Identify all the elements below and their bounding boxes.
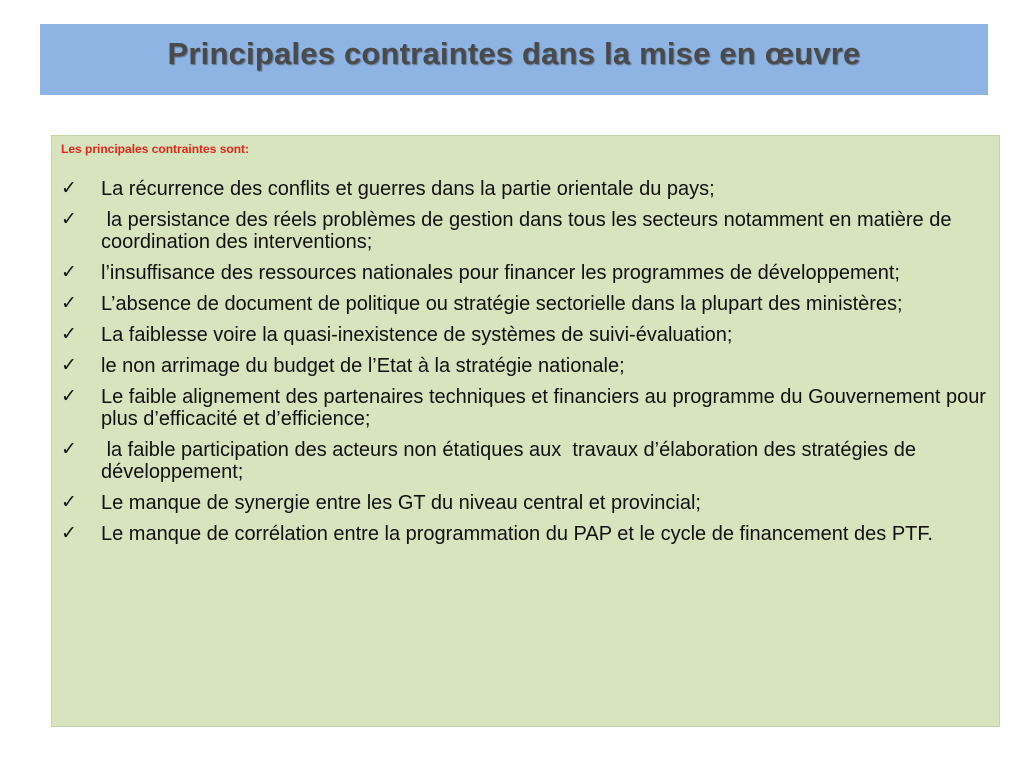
list-item xyxy=(61,209,991,253)
list-item xyxy=(61,293,991,315)
list-item xyxy=(61,492,991,514)
list-item xyxy=(61,523,991,545)
slide-title: Principales contraintes dans la mise en œuvre xyxy=(167,35,861,71)
list-item xyxy=(61,439,991,483)
list-item-text: Le manque de corrélation entre la programmation du PAP et le cycle de financement des PTF. xyxy=(101,523,933,545)
list-item-text: la persistance des réels problèmes de gestion dans tous les secteurs notamment en matière de coordination des interventions; xyxy=(101,209,958,253)
list-item-text: l’insuffisance des ressources nationales pour financer les programmes de développement; xyxy=(101,262,900,284)
list-item-text: la faible participation des acteurs non étatiques aux travaux d’élaboration des stratégies de développement; xyxy=(101,439,922,483)
checkmark-icon: ✓ xyxy=(61,262,77,283)
intro-text: Les principales contraintes sont: xyxy=(61,142,250,156)
checkmark-icon: ✓ xyxy=(61,439,77,460)
checkmark-icon: ✓ xyxy=(61,355,77,376)
constraints-list xyxy=(61,178,991,554)
list-item-text: La récurrence des conflits et guerres dans la partie orientale du pays; xyxy=(101,178,715,200)
list-item-text: L’absence de document de politique ou stratégie sectorielle dans la plupart des ministères; xyxy=(101,293,903,315)
list-item xyxy=(61,178,991,200)
title-bar xyxy=(40,24,988,95)
list-item-text: La faiblesse voire la quasi-inexistence de systèmes de suivi-évaluation; xyxy=(101,324,733,346)
checkmark-icon: ✓ xyxy=(61,523,77,544)
list-item-text: Le faible alignement des partenaires techniques et financiers au programme du Gouvernement pour plus d’efficacité et d’efficience; xyxy=(101,386,986,430)
content-box xyxy=(51,135,1000,727)
list-item xyxy=(61,355,991,377)
list-item-text: le non arrimage du budget de l’Etat à la stratégie nationale; xyxy=(101,355,625,377)
list-item xyxy=(61,324,991,346)
checkmark-icon: ✓ xyxy=(61,492,77,513)
checkmark-icon: ✓ xyxy=(61,178,77,199)
checkmark-icon: ✓ xyxy=(61,293,77,314)
list-item-text: Le manque de synergie entre les GT du niveau central et provincial; xyxy=(101,492,701,514)
checkmark-icon: ✓ xyxy=(61,209,77,230)
checkmark-icon: ✓ xyxy=(61,386,77,407)
list-item xyxy=(61,386,991,430)
list-item xyxy=(61,262,991,284)
checkmark-icon: ✓ xyxy=(61,324,77,345)
